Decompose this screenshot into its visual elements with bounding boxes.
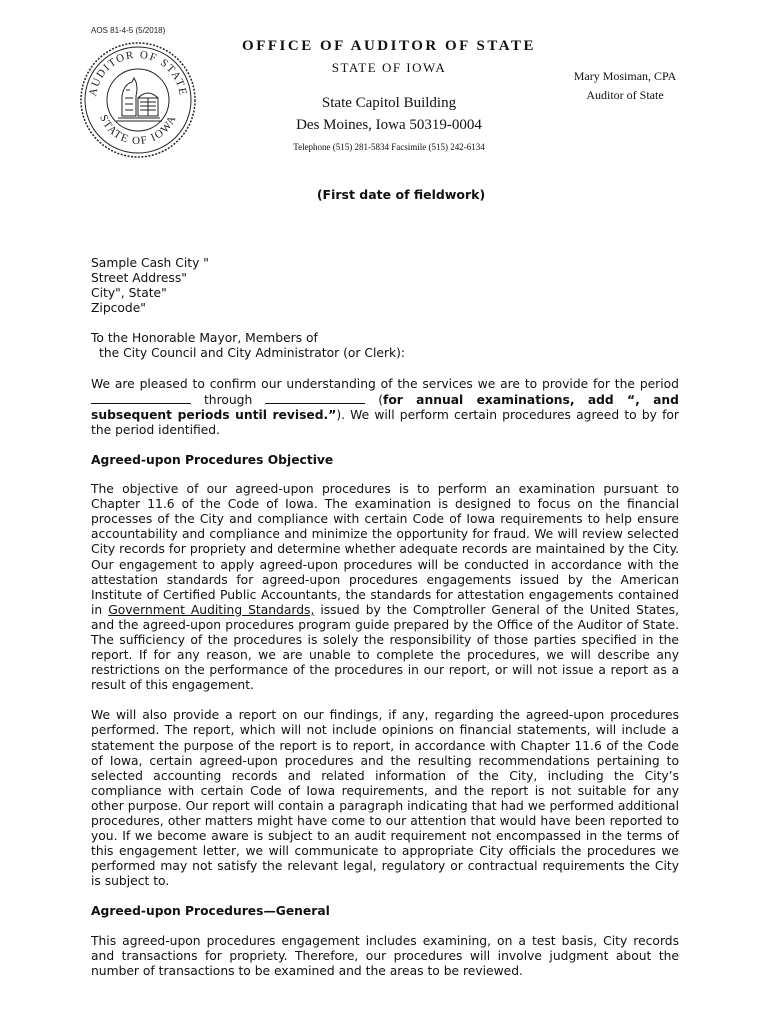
recipient-line: Sample Cash City " <box>91 256 209 270</box>
letter-body <box>91 256 679 994</box>
period-start-blank <box>91 392 191 404</box>
objective-text: The objective of our agreed-upon procedures is to perform an examination pursuant to Chapter 11.6 of the Code of Iowa. The examination is designed to focus on the financial processes of the City and compliance with certain Code of Iowa requirements to help ensure accountability and compliance and minimize the opportunity for fraud. We will review selected City records for propriety and determine whether adequate records are maintained by the City. Our engagement to apply agreed-upon procedures will be conducted in accordance with the attestation standards for agreed-upon procedures engagements issued by the American Institute of Certified Public Accountants, the standards for attestation engagements contained in <box>91 482 679 617</box>
date-line: (First date of fieldwork) <box>316 187 486 202</box>
seal-top-text: AUDITOR OF STATE <box>87 48 189 98</box>
objective-text-end: issued by the Comptroller General of the United States, and the agreed-upon procedures program guide prepared by the Office of the Auditor of State. The sufficiency of the procedures is solely the responsibility of those parties specified in the report. If for any reason, we are unable to complete the procedures, we will describe any restrictions on the performance of the procedures in our report, or will not issue a report as a result of this engagement. <box>91 602 680 693</box>
auditor-seal-icon <box>78 40 198 160</box>
recipient-address <box>91 256 679 316</box>
intro-text-end: ). We will perform certain procedures agreed to by for the period identified. <box>91 407 679 437</box>
phone-fax: Telephone (515) 281-5834 Facsimile (515) 242-6134 <box>293 142 485 152</box>
office-title: OFFICE OF AUDITOR OF STATE <box>242 38 536 54</box>
objective-paragraph <box>91 482 679 693</box>
intro-paren: ( <box>378 392 383 407</box>
recipient-line: City", State" <box>91 286 167 301</box>
auditor-title: Auditor of State <box>586 88 664 102</box>
address-line-1: State Capitol Building <box>321 95 457 111</box>
salutation <box>91 331 679 361</box>
intro-paragraph <box>91 377 679 438</box>
section-heading-objective: Agreed-upon Procedures Objective <box>91 452 334 467</box>
address-line-2: Des Moines, Iowa 50319-0004 <box>296 117 482 133</box>
intro-bold-instruction: for annual examinations, add “, and subsequent periods until revised.” <box>91 392 679 422</box>
intro-text: We are pleased to confirm our understanding of the services we are to provide for the period <box>91 376 679 391</box>
form-number: AOS 81-4-5 (5/2018) <box>91 26 166 35</box>
report-paragraph: We will also provide a report on our findings, if any, regarding the agreed-upon procedures performed. The report, which will not include opinions on financial statements, will include a statement the purpose of the report is to report, in accordance with Chapter 11.6 of the Code of Iowa, certain agreed-upon procedures and the resulting recommendations pertaining to selected accounting records and related information of the City, including the City’s compliance with certain Code of Iowa requirements, and the report is not suitable for any other purpose. Our report will contain a paragraph indicating that had we performed additional procedures, other matters might have come to our attention that would have been reported to you. If we become aware is subject to an audit requirement not encompassed in the terms of this engagement letter, we will communicate to appropriate City officials the procedures we performed may not satisfy the relevant legal, regulatory or contractual requirements the City is subject to. <box>91 708 679 889</box>
salutation-line: To the Honorable Mayor, Members of <box>91 331 318 346</box>
salutation-line: the City Council and City Administrator (or Clerk): <box>99 346 406 361</box>
section-heading-general: Agreed-upon Procedures—General <box>91 904 330 919</box>
recipient-line: Zipcode" <box>91 301 146 316</box>
period-end-blank <box>265 392 365 404</box>
general-paragraph: This agreed-upon procedures engagement includes examining, on a test basis, City records and transactions for propriety. Therefore, our procedures will involve judgment about the number of transactions to be examined and the areas to be reviewed. <box>91 933 679 978</box>
state-title: STATE OF IOWA <box>331 60 447 75</box>
intro-through: through <box>203 392 253 407</box>
recipient-line: Street Address" <box>91 271 187 286</box>
gas-reference: Government Auditing Standards, <box>108 602 315 617</box>
auditor-name: Mary Mosiman, CPA <box>573 69 677 83</box>
seal-bottom-text: STATE OF IOWA <box>97 112 179 148</box>
seal-emblem <box>116 78 162 121</box>
